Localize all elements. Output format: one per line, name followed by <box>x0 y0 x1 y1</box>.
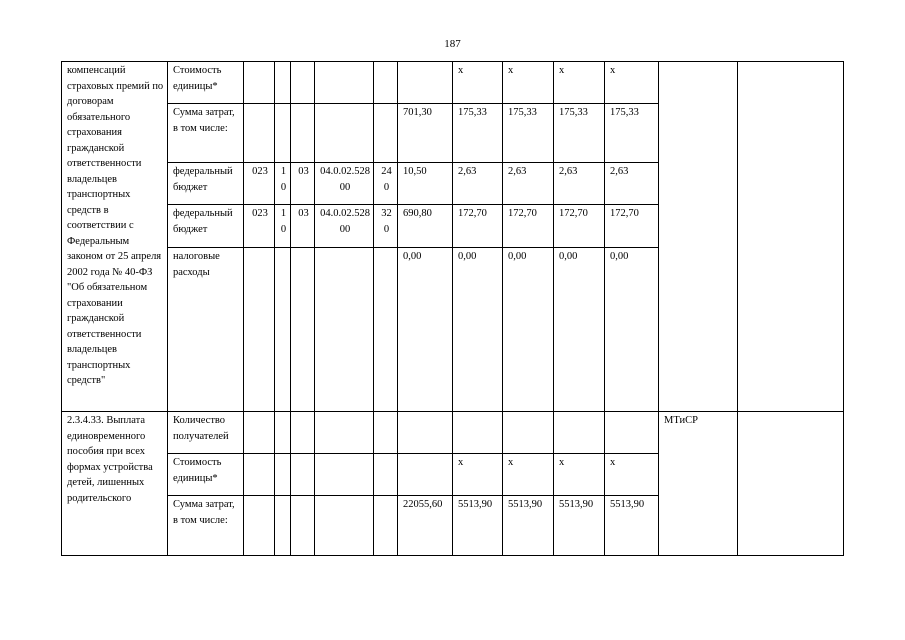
page-number: 187 <box>444 38 461 50</box>
cell-year-4: x <box>605 454 659 496</box>
cell-vr <box>374 104 398 163</box>
executor <box>659 62 738 412</box>
row-label: федеральный бюджет <box>168 163 244 205</box>
cell-csr <box>315 104 374 163</box>
cell-csr <box>315 412 374 454</box>
cell-csr: 04.0.02.52800 <box>315 205 374 248</box>
cell-ppp <box>244 104 275 163</box>
row-label: Сумма затрат, в том числе: <box>168 496 244 556</box>
cell-year-1: x <box>453 454 503 496</box>
cell-year-2: 175,33 <box>503 104 554 163</box>
cell-csr <box>315 62 374 104</box>
cell-year-4: 2,63 <box>605 163 659 205</box>
row-label: Количество получателей <box>168 412 244 454</box>
cell-rz: 10 <box>275 163 291 205</box>
cell-csr <box>315 496 374 556</box>
row-label: Сумма затрат, в том числе: <box>168 104 244 163</box>
cell-year-3 <box>554 412 605 454</box>
cell-total: 0,00 <box>398 248 453 412</box>
cell-vr <box>374 496 398 556</box>
cell-pr <box>291 62 315 104</box>
cell-vr <box>374 454 398 496</box>
cell-year-4: 0,00 <box>605 248 659 412</box>
cell-vr <box>374 412 398 454</box>
cell-csr: 04.0.02.52800 <box>315 163 374 205</box>
cell-year-3: x <box>554 62 605 104</box>
row-label: Стоимость единицы* <box>168 454 244 496</box>
cell-year-1: 2,63 <box>453 163 503 205</box>
cell-year-3: 5513,90 <box>554 496 605 556</box>
measure-title: компенсаций страховых премий по договорам обязательного страхования гражданской ответственности владельцев транспортных средств в соответствии с Федеральным законом от 25 апреля 2002 года № 40-ФЗ "Об обязательном страховании гражданской ответственности владельцев транспортных средств" <box>62 62 168 412</box>
cell-pr <box>291 454 315 496</box>
cell-ppp <box>244 248 275 412</box>
notes-cell <box>738 62 844 412</box>
cell-pr <box>291 412 315 454</box>
cell-year-4: x <box>605 62 659 104</box>
cell-total: 22055,60 <box>398 496 453 556</box>
cell-year-4: 5513,90 <box>605 496 659 556</box>
cell-year-3: 2,63 <box>554 163 605 205</box>
cell-rz <box>275 496 291 556</box>
cell-total <box>398 454 453 496</box>
measure-title: 2.3.4.33. Выплата единовременного пособия при всех формах устройства детей, лишенных родительского <box>62 412 168 556</box>
cell-year-2: 0,00 <box>503 248 554 412</box>
cell-ppp <box>244 454 275 496</box>
cell-rz <box>275 104 291 163</box>
cell-year-1 <box>453 412 503 454</box>
cell-year-4: 175,33 <box>605 104 659 163</box>
cell-total: 690,80 <box>398 205 453 248</box>
row-label: Стоимость единицы* <box>168 62 244 104</box>
cell-pr <box>291 496 315 556</box>
cell-pr: 03 <box>291 163 315 205</box>
cell-year-4 <box>605 412 659 454</box>
cell-ppp: 023 <box>244 163 275 205</box>
cell-pr <box>291 104 315 163</box>
cell-year-4: 172,70 <box>605 205 659 248</box>
cell-total <box>398 62 453 104</box>
cell-ppp <box>244 62 275 104</box>
cell-year-3: 175,33 <box>554 104 605 163</box>
cell-rz <box>275 454 291 496</box>
cell-year-3: x <box>554 454 605 496</box>
cell-year-2: 2,63 <box>503 163 554 205</box>
cell-pr <box>291 248 315 412</box>
cell-total: 10,50 <box>398 163 453 205</box>
row-label: федеральный бюджет <box>168 205 244 248</box>
cell-vr <box>374 248 398 412</box>
cell-year-1: 172,70 <box>453 205 503 248</box>
cell-ppp <box>244 496 275 556</box>
cell-ppp <box>244 412 275 454</box>
notes-cell <box>738 412 844 556</box>
cell-year-3: 172,70 <box>554 205 605 248</box>
cell-year-2 <box>503 412 554 454</box>
cell-total <box>398 412 453 454</box>
cell-year-1: x <box>453 62 503 104</box>
cell-pr: 03 <box>291 205 315 248</box>
table-row <box>62 412 844 454</box>
row-label: налоговые расходы <box>168 248 244 412</box>
cell-vr <box>374 62 398 104</box>
cell-ppp: 023 <box>244 205 275 248</box>
cell-year-1: 5513,90 <box>453 496 503 556</box>
cell-rz <box>275 412 291 454</box>
cell-rz: 10 <box>275 205 291 248</box>
cell-csr <box>315 454 374 496</box>
cell-total: 701,30 <box>398 104 453 163</box>
cell-vr: 240 <box>374 163 398 205</box>
cell-rz <box>275 248 291 412</box>
budget-table <box>61 61 844 556</box>
cell-year-2: 172,70 <box>503 205 554 248</box>
cell-year-2: x <box>503 62 554 104</box>
cell-rz <box>275 62 291 104</box>
cell-year-1: 175,33 <box>453 104 503 163</box>
table-row <box>62 62 844 104</box>
executor: МТиСР <box>659 412 738 556</box>
cell-year-2: x <box>503 454 554 496</box>
cell-csr <box>315 248 374 412</box>
cell-year-3: 0,00 <box>554 248 605 412</box>
cell-vr: 320 <box>374 205 398 248</box>
cell-year-1: 0,00 <box>453 248 503 412</box>
cell-year-2: 5513,90 <box>503 496 554 556</box>
